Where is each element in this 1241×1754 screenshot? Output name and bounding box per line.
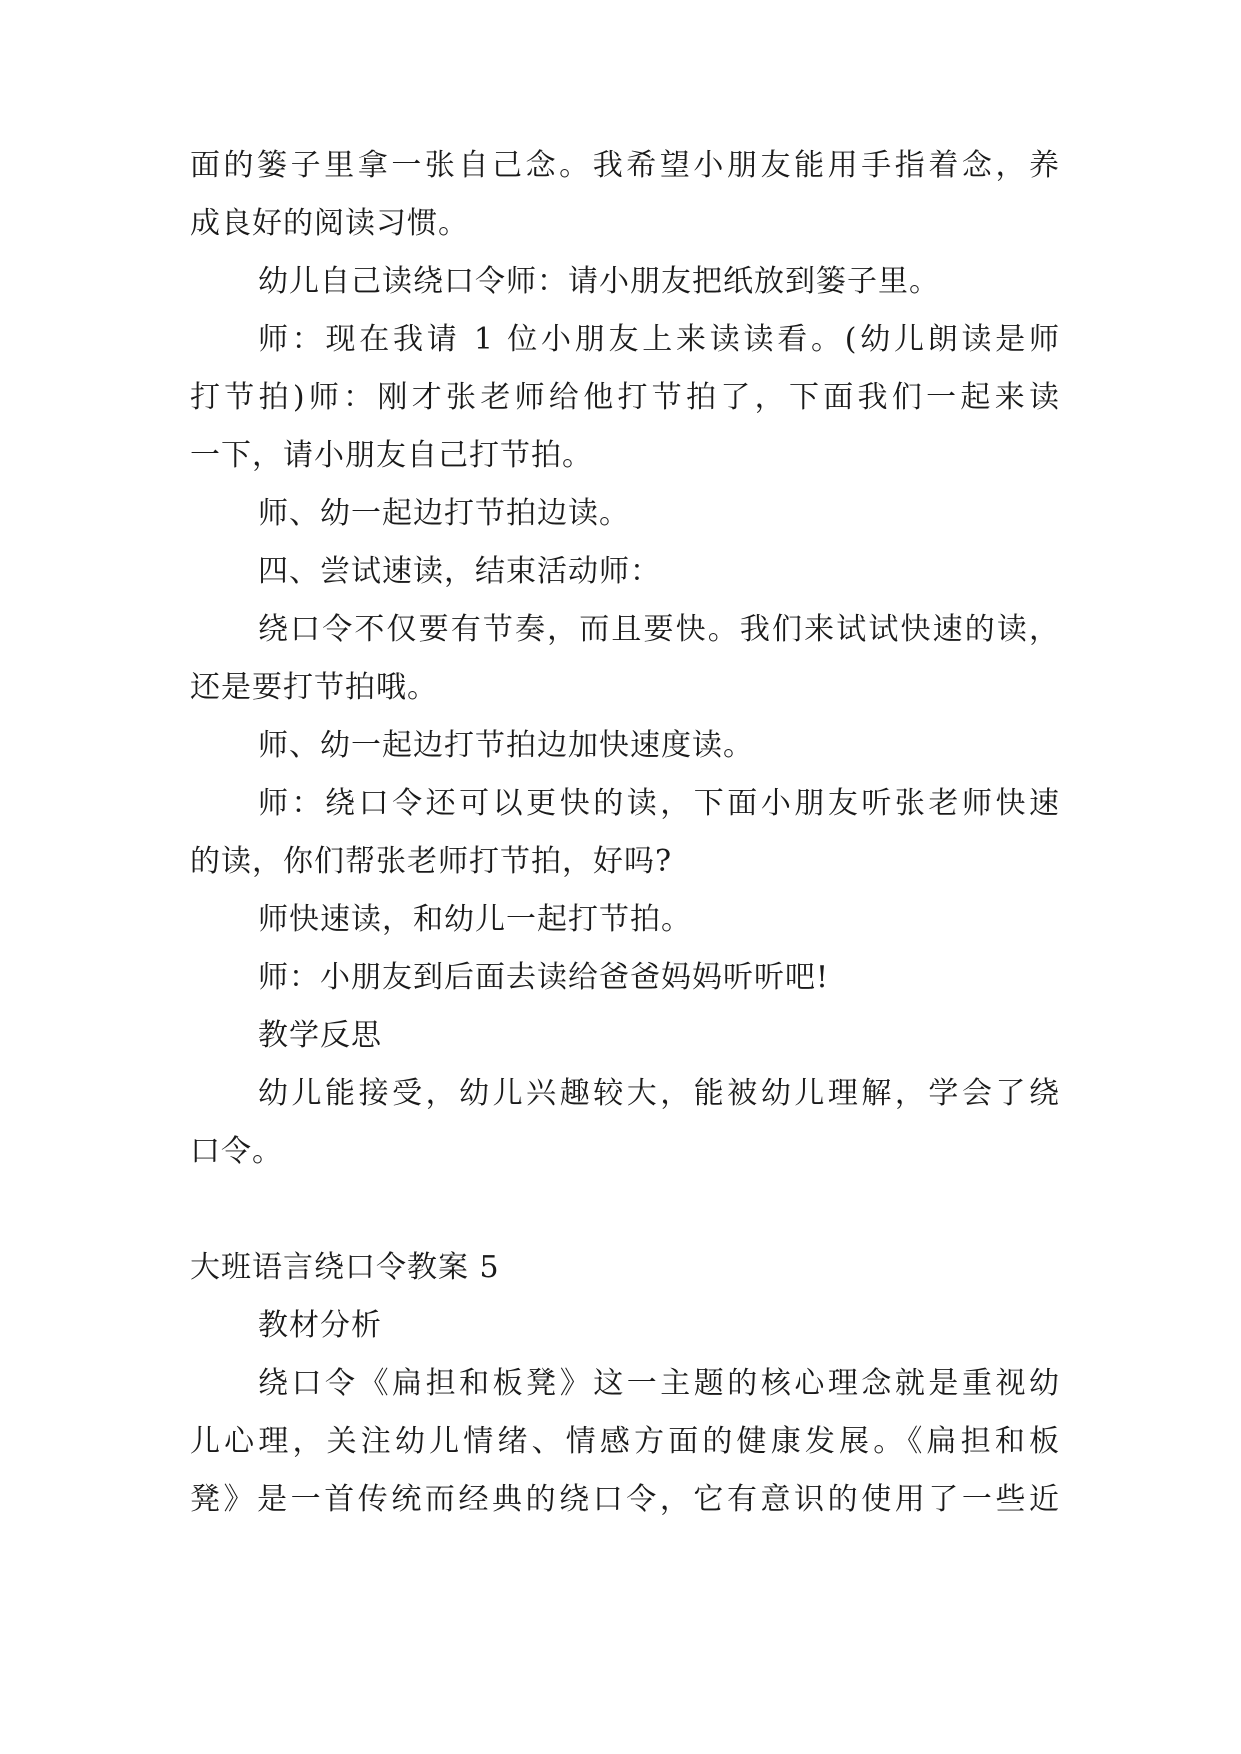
paragraph-line: 绕口令不仅要有节奏，而且要快。我们来试试快速的读，: [258, 612, 1060, 647]
paragraph-line: 口令。: [190, 1134, 283, 1169]
paragraph-line: 幼儿自己读绕口令师：请小朋友把纸放到篓子里。: [258, 264, 940, 299]
section-heading: 四、尝试速读，结束活动师：: [258, 554, 661, 589]
paragraph-line: 一下，请小朋友自己打节拍。: [190, 438, 593, 473]
paragraph-line: 师：绕口令还可以更快的读，下面小朋友听张老师快速: [258, 786, 1060, 821]
paragraph-line: 还是要打节拍哦。: [190, 670, 438, 705]
paragraph-line: 打节拍)师：刚才张老师给他打节拍了，下面我们一起来读: [190, 380, 1060, 415]
section-heading: 教材分析: [258, 1308, 382, 1343]
paragraph-line: 儿心理，关注幼儿情绪、情感方面的健康发展。《扁担和板: [190, 1424, 1060, 1459]
paragraph-line: 凳》是一首传统而经典的绕口令，它有意识的使用了一些近: [190, 1482, 1060, 1517]
paragraph-line: 师快速读，和幼儿一起打节拍。: [258, 902, 692, 937]
paragraph-line: 师：现在我请 1 位小朋友上来读读看。(幼儿朗读是师: [258, 322, 1060, 357]
paragraph-line: 师、幼一起边打节拍边读。: [258, 496, 630, 531]
paragraph-line: 面的篓子里拿一张自己念。我希望小朋友能用手指着念，养: [190, 148, 1060, 183]
section-heading: 教学反思: [258, 1018, 382, 1053]
paragraph-line: 师：小朋友到后面去读给爸爸妈妈听听吧!: [258, 960, 830, 995]
document-title: 大班语言绕口令教案 5: [190, 1250, 500, 1285]
paragraph-line: 师、幼一起边打节拍边加快速度读。: [258, 728, 754, 763]
paragraph-line: 成良好的阅读习惯。: [190, 206, 469, 241]
paragraph-line: 幼儿能接受，幼儿兴趣较大，能被幼儿理解，学会了绕: [258, 1076, 1060, 1111]
paragraph-line: 绕口令《扁担和板凳》这一主题的核心理念就是重视幼: [258, 1366, 1060, 1401]
paragraph-line: 的读，你们帮张老师打节拍，好吗?: [190, 844, 673, 879]
